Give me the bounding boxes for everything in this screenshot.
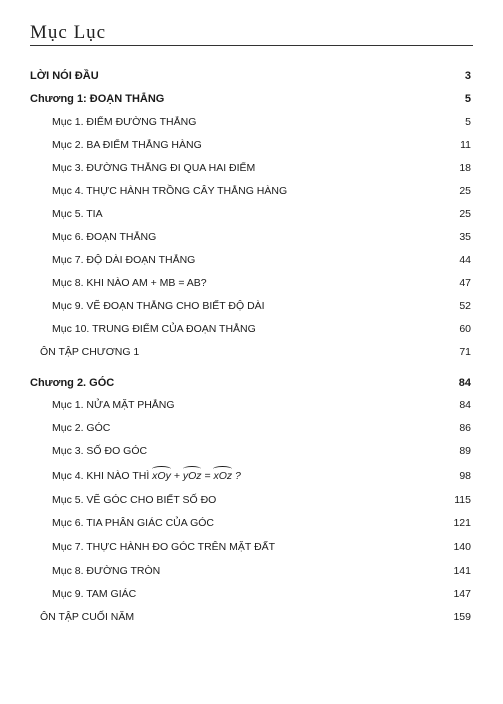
toc-page-number: 121 [453,517,471,529]
toc-page-number: 89 [459,445,471,457]
toc-page-number: 47 [459,277,471,289]
toc-page-number: 98 [459,470,471,482]
toc-label: Mục 6. ĐOẠN THẲNG [52,231,157,243]
toc-entry-chapter-2[interactable] [0,374,503,392]
toc-page-number: 25 [459,185,471,197]
toc-page-number: 18 [459,162,471,174]
toc-entry[interactable] [0,419,503,437]
toc-entry-chapter-1[interactable] [0,90,503,108]
toc-entry[interactable] [0,514,503,532]
toc-page-number: 71 [459,346,471,358]
toc-entry[interactable] [0,467,503,485]
toc-page-number: 140 [453,541,471,553]
toc-label: Mục 7. ĐỘ DÀI ĐOẠN THẲNG [52,254,196,266]
toc-label: Mục 8. KHI NÀO AM + MB = AB? [52,277,207,289]
toc-label: Mục 6. TIA PHÂN GIÁC CỦA GÓC [52,517,215,529]
toc-entry[interactable] [0,396,503,414]
toc-page-number: 35 [459,231,471,243]
toc-page-number: 11 [460,139,471,151]
toc-entry[interactable] [0,136,503,154]
page-title: Mục Lục [30,22,107,43]
toc-label: Mục 4. THỰC HÀNH TRỒNG CÂY THẲNG HÀNG [52,185,288,197]
toc-entry[interactable] [0,274,503,292]
toc-label: ÔN TẬP CHƯƠNG 1 [40,346,140,358]
toc-entry[interactable] [0,491,503,509]
angle-equation [152,470,241,482]
toc-label: Mục 8. ĐƯỜNG TRÒN [52,565,161,577]
toc-page-number: 25 [459,208,471,220]
toc-label: Mục 7. THỰC HÀNH ĐO GÓC TRÊN MẶT ĐẤT [52,541,276,553]
toc-label: Mục 1. ĐIỂM ĐƯỜNG THẲNG [52,116,197,128]
toc-entry-preface[interactable] [0,67,503,85]
equals-sign: = [201,470,214,482]
toc-page-number: 5 [464,93,471,105]
plus-sign: + [170,470,183,482]
toc-label: Mục 1. NỬA MẶT PHẲNG [52,399,175,411]
toc-page-number: 5 [465,116,471,128]
toc-label: Mục 2. BA ĐIỂM THẲNG HÀNG [52,139,202,151]
toc-label: Mục 2. GÓC [52,422,111,434]
toc-label: Mục 3. SỐ ĐO GÓC [52,445,148,457]
toc-label: Chương 1: ĐOẠN THẲNG [30,93,165,105]
toc-label-text: Mục 4. KHI NÀO THÌ [52,470,150,482]
toc-entry[interactable] [0,159,503,177]
toc-label: Mục 9. VẼ ĐOẠN THẲNG CHO BIẾT ĐỘ DÀI [52,300,265,312]
toc-entry[interactable] [0,251,503,269]
toc-page-number: 115 [454,494,471,506]
toc-label [52,467,241,485]
toc-page-number: 86 [459,422,471,434]
toc-entry[interactable] [0,182,503,200]
toc-page-number: 84 [459,399,471,411]
toc-entry[interactable] [0,442,503,460]
angle-xoy: xOy [152,467,171,485]
toc-page-number: 44 [459,254,471,266]
toc-label: Mục 5. VẼ GÓC CHO BIẾT SỐ ĐO [52,494,217,506]
toc-entry[interactable] [0,538,503,556]
toc-label: LỜI NÓI ĐẦU [30,70,99,82]
toc-page-number: 147 [453,588,471,600]
toc-label: Mục 5. TIA [52,208,103,220]
question-mark: ? [232,470,241,482]
angle-xoz: xOz [213,467,232,485]
toc-entry[interactable] [0,320,503,338]
toc-label: Chương 2. GÓC [30,377,115,389]
toc-label: Mục 10. TRUNG ĐIỂM CỦA ĐOẠN THẲNG [52,323,256,335]
angle-yoz: yOz [183,467,202,485]
toc-page-number: 3 [464,70,471,82]
toc-entry-final-review[interactable] [0,608,503,626]
toc-page-number: 60 [459,323,471,335]
toc-label: Mục 3. ĐƯỜNG THẲNG ĐI QUA HAI ĐIỂM [52,162,256,174]
toc-label: Mục 9. TAM GIÁC [52,588,137,600]
toc-label: ÔN TẬP CUỐI NĂM [40,611,135,623]
toc-page-number: 141 [453,565,471,577]
toc-entry[interactable] [0,205,503,223]
toc-entry[interactable] [0,228,503,246]
toc-entry[interactable] [0,297,503,315]
toc-page-number: 159 [453,611,471,623]
toc-entry-chapter-1-review[interactable] [0,343,503,361]
toc-entry[interactable] [0,562,503,580]
toc-page-number: 84 [458,377,471,389]
toc-entry[interactable] [0,113,503,131]
toc-entry[interactable] [0,585,503,603]
toc-page-number: 52 [459,300,471,312]
